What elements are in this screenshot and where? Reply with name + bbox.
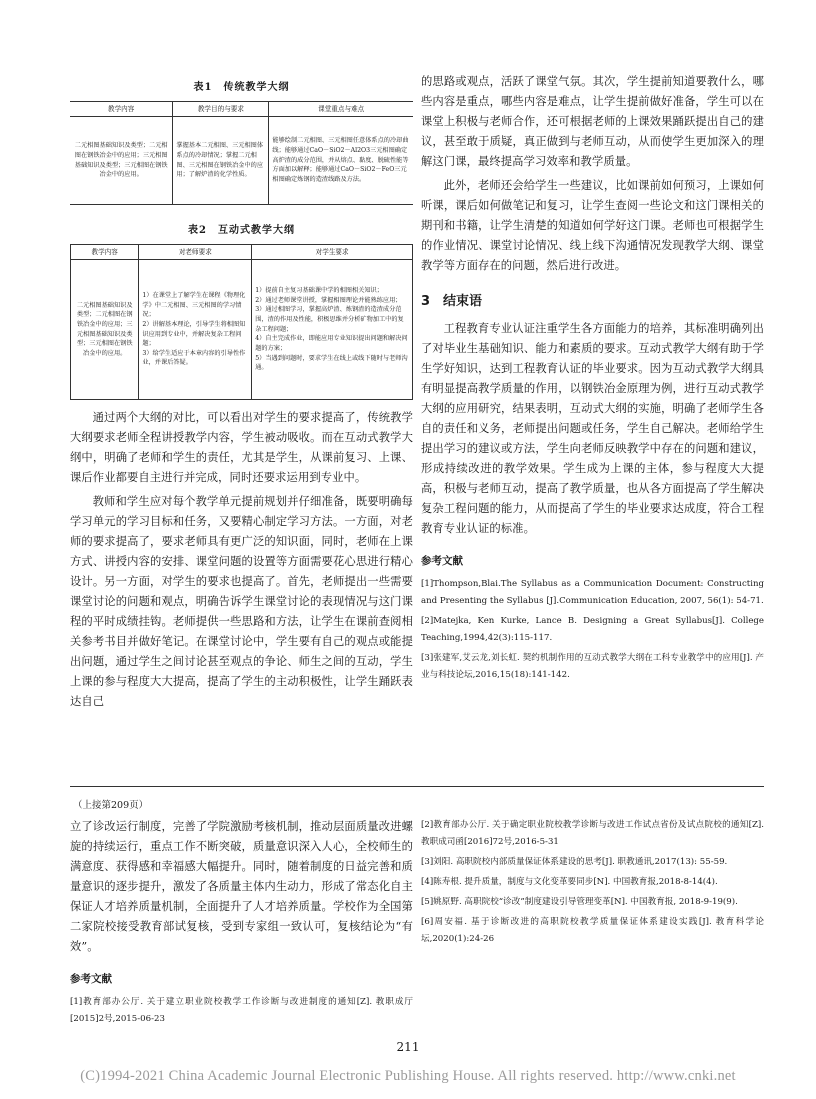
table2-cell-student — [252, 260, 413, 400]
table1-header-key-points: 课堂重点与难点 — [269, 102, 413, 117]
page-number: 211 — [396, 1040, 420, 1054]
reference-item: [3]刘阳. 高职院校内部质量保证体系建设的思考[J]. 职教通讯,2017(13): 55-59. — [421, 857, 728, 867]
student-req-4: 4）自主完成作业，即能应用专业知识提出问题和解决问题的方案； — [255, 335, 408, 352]
reference-item: [4]陈寿根. 提升质量，制度与文化变革要同步[N]. 中国教育报,2018-8-14(4). — [421, 877, 718, 887]
references-title: 参考文献 — [421, 555, 463, 567]
table2-header-content: 教学内容 — [71, 245, 139, 260]
student-req-5: 5）当遇到问题时，要求学生在线上或线下随时与老师沟通。 — [255, 354, 408, 372]
reference-item: [5]姚原野. 高职院校“诊改”制度建设引导管理变革[N]. 中国教育报, 2018-9-19(9). — [421, 897, 738, 907]
body-paragraph-3: 的思路或观点，活跃了课堂气氛。其次，学生提前知道要教什么，哪些内容是重点，哪些内容是难点，让学生提前做好准备，学生可以在课堂上积极与老师合作，还可根据老师的上课效果踊跃提出自己的建议，甚至敢于质疑，真正做到与老师互动，从而使学生更加深入的理解这门课，最终提高学习效率和教学质量。 — [421, 75, 764, 168]
bottom-right-column — [421, 817, 764, 948]
teacher-req-1: 1）在课堂上了解学生在课程《物理化学》中二元相图、三元相图的学习情况； — [142, 292, 246, 319]
teacher-req-2: 2）讲解基本理论，引导学生将相图知识应用到专业中，并解决复杂工程问题； — [142, 320, 246, 348]
table2-cell-teacher — [139, 260, 252, 400]
copyright-footer: (C)1994-2021 China Academic Journal Electronic Publishing House. All rights reserved. http://www.cnki.net — [80, 1068, 736, 1084]
student-req-3: 3）通过相图学习，掌握高炉渣、炼钢渣的造渣成分范围，渣的作用及性能，积极思维并分析矿物加工中的复杂工程问题； — [255, 306, 404, 333]
bottom-references-title: 参考文献 — [70, 973, 112, 985]
section-divider — [70, 786, 764, 787]
table2-header-student: 对学生要求 — [252, 245, 413, 260]
table1-cell-goals: 掌握基本二元相图、三元相图体系点的冷却情况；掌握二元相图、三元相图在钢铁冶金中的应用；了解炉渣的化学性质。 — [173, 117, 269, 205]
reference-item: [2]Matejka, Ken Kurke, Lance B. Designing a Great Syllabus[J]. College Teaching,1994,42(3):115-117. — [421, 616, 764, 643]
table2-caption: 表2 互动式教学大纲 — [188, 225, 295, 236]
table2 — [70, 244, 413, 400]
reference-item: [2]教育部办公厅. 关于确定职业院校教学诊断与改进工作试点省份及试点院校的通知[Z]. 教职成司函[2016]72号,2016-5-31 — [421, 820, 764, 847]
table1-caption: 表1 传统教学大纲 — [193, 82, 290, 93]
reference-item: [3]张建军,艾云龙,刘长虹. 契约机制作用的互动式教学大纲在工科专业教学中的应用[J]. 产业与科技论坛,2016,15(18):141-142. — [421, 653, 764, 680]
right-column — [421, 72, 764, 684]
table1-header-goals: 教学目的与要求 — [173, 102, 269, 117]
teacher-req-3: 3）给学生适应于本章内容的引导性作业，并课后答疑。 — [142, 349, 246, 367]
left-column — [70, 72, 413, 712]
section-3-title: 3 结束语 — [421, 294, 483, 309]
table1-cell-content: 二元相图基础知识及类型；二元相图在钢铁冶金中的应用；三元相图基础知识及类型；三元相图在钢铁冶金中的应用。 — [70, 117, 173, 205]
reference-item: [1]Thompson,Blai.The Syllabus as a Communication Document: Constructing and Presenting the Syllabus [J].Communication Education, 2007, 56(1): 54-71. — [421, 579, 764, 606]
table1-header-content: 教学内容 — [70, 102, 173, 117]
body-paragraph-1: 通过两个大纲的对比，可以看出对学生的要求提高了，传统教学大纲要求老师全程讲授教学内容，学生被动吸收。而在互动式教学大纲中，明确了老师和学生的责任，尤其是学生，从课前复习、上课、课后作业都要自主进行并完成，同时还要求运用到专业中。 — [70, 411, 413, 484]
student-req-2: 2）通过老师课堂讲授，掌握相图理论并能熟练应用； — [255, 296, 402, 304]
bottom-left-text: 立了诊改运行制度，完善了学院激励考核机制，推动层面质量改进螺旋的持续运行，重点工作不断突破，质量意识深入人心，全校师生的满意度、获得感和幸福感大幅提升。同时，随着制度的日益完善和质量意识的逐步提升，激发了各质量主体内生动力，形成了常态化自主保证人才培养质量机制，全面提升了人才培养质量。学校作为全国第二家院校接受教育部试复核，受到专家组一致认可，复核结论为“有效”。 — [70, 820, 413, 953]
reference-item: [6]周安福. 基于诊断改进的高职院校教学质量保证体系建设实践[J]. 教育科学论坛,2020(1):24-26 — [421, 917, 764, 944]
section-3-text: 工程教育专业认证注重学生各方面能力的培养，其标准明确列出了对毕业生基础知识、能力和素质的要求。互动式教学大纲有助于学生学好知识，达到工程教育认证的毕业要求。因为互动式教学大纲具有明显提高教学质量的作用，以钢铁冶金原理为例，进行互动式教学大纲的应用研究，结果表明，互动式大纲的实施，明确了老师学生各自的责任和义务，老师提出问题或任务，学生自己解决。老师给学生提出学习的建议或方法，学生向老师反映教学中存在的问题和建议，形成持续改进的教学效果。学生成为上课的主体，参与程度大大提高，积极与老师互动，提高了教学质量，也从各方面提高了学生解决复杂工程问题的能力，从而提高了学生的毕业要求达成度，符合工程教育专业认证的标准。 — [421, 322, 764, 535]
continued-note: （上接第209页） — [73, 800, 149, 811]
table1-cell-key-points: 能够绘制二元相图、三元相图任意体系点的冷却曲线；能够通过CaO－SiO2－Al2O3三元相图确定高炉渣的成分范围，并从熔点、黏度、脱硫性能等方面加以解释；能够通过CaO－SiO2－FeO三元相图确定炼钢的造渣线路及方法。 — [269, 117, 413, 205]
body-paragraph-4: 此外，老师还会给学生一些建议，比如课前如何预习，上课如何听课，课后如何做笔记和复习，让学生查阅一些论文和这门课相关的期刊和书籍，让学生清楚的知道如何学好这门课。老师也可根据学生的作业情况、课堂讨论情况、线上线下沟通情况发现教学大纲、课堂教学等方面存在的问题，然后进行改进。 — [421, 179, 764, 272]
table1 — [70, 101, 413, 205]
table2-cell-content: 二元相图基础知识及类型；二元相图在钢铁冶金中的应用；三元相图基础知识及类型；三元相图在钢铁冶金中的应用。 — [71, 260, 139, 400]
table2-header-teacher: 对老师要求 — [139, 245, 252, 260]
bottom-left-column — [70, 817, 413, 1028]
reference-item: [1]教育部办公厅. 关于建立职业院校教学工作诊断与改进制度的通知[Z]. 教职成厅[2015]2号,2015-06-23 — [70, 997, 413, 1024]
body-paragraph-2: 教师和学生应对每个教学单元提前规划并仔细准备，既要明确每学习单元的学习目标和任务，又要精心制定学习方法。一方面，对老师的要求提高了，要求老师具有更广泛的知识面，同时，老师在上课方式、讲授内容的安排、课堂问题的设置等方面需要花心思进行精心设计。另一方面，对学生的要求也提高了。首先，老师提出一些需要课堂讨论的问题和观点，明确告诉学生课堂讨论的表现情况与这门课程的平时成绩挂钩。老师提供一些思路和方法，让学生在课前查阅相关参考书目并做好笔记。在课堂讨论中，学生要有自己的观点或能提出问题，通过学生之间讨论甚至观点的争论、师生之间的互动，学生上课的参与程度大大提高，提高了学生的主动积极性，让学生踊跃表达自己 — [70, 495, 413, 708]
student-req-1: 1）提前自主复习基础课中学的相图相关知识； — [255, 287, 383, 295]
